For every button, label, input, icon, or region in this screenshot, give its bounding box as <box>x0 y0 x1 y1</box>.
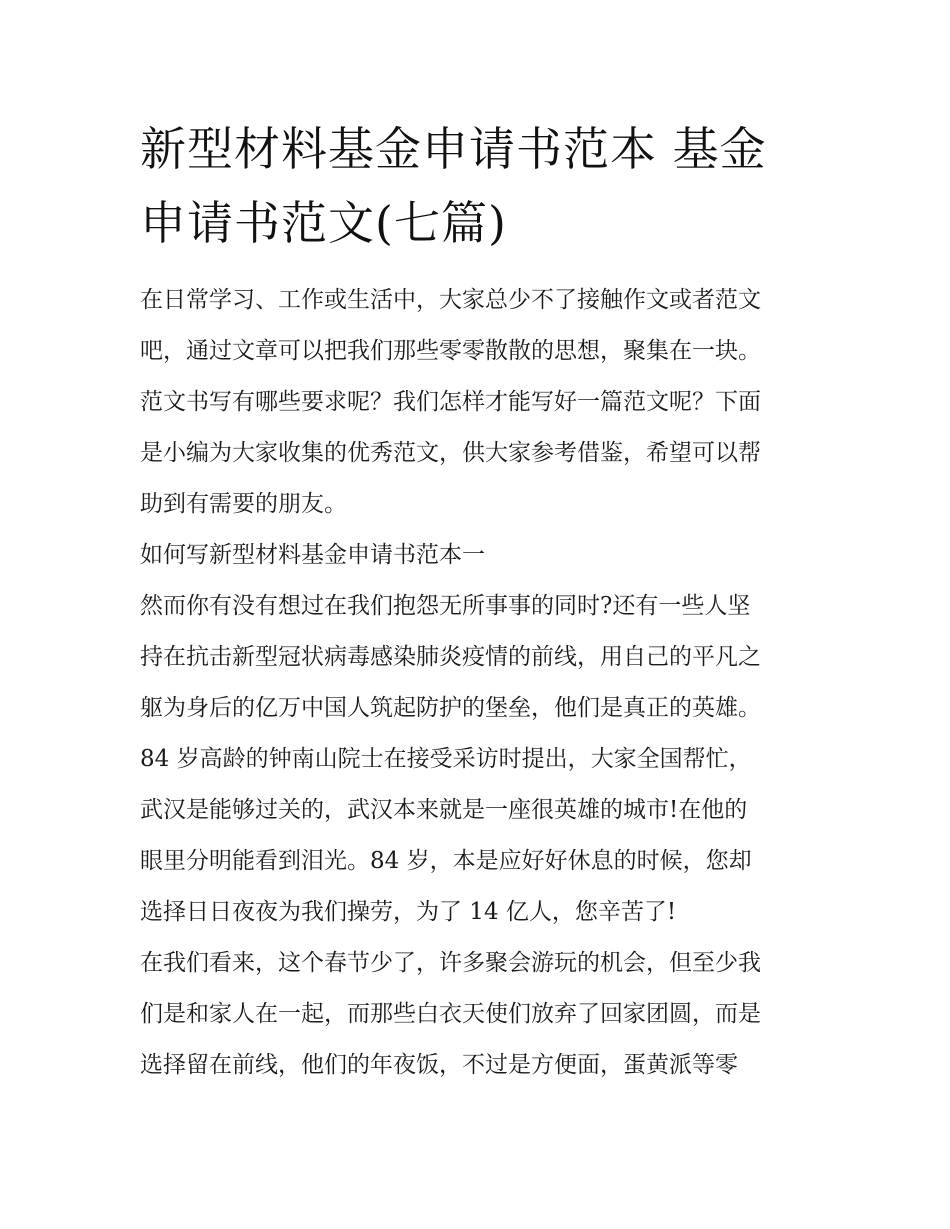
body-line-4: 是小编为大家收集的优秀范文，供大家参考借鉴，希望可以帮 <box>140 440 761 466</box>
body-line-7: 然而你有没有想过在我们抱怨无所事事的同时?还有一些人坚 <box>140 593 751 619</box>
body-line-2: 吧，通过文章可以把我们那些零零散散的思想，聚集在一块。 <box>140 338 761 364</box>
body-line-14: 在我们看来，这个春节少了，许多聚会游玩的机会，但至少我 <box>140 950 761 976</box>
body-line-11: 武汉是能够过关的，武汉本来就是一座很英雄的城市!在他的 <box>140 797 748 823</box>
document-title <box>140 112 820 260</box>
document-body <box>140 275 820 1091</box>
title-line-2: 申请书范文(七篇) <box>140 196 507 250</box>
body-line-12: 眼里分明能看到泪光。84 岁，本是应好好休息的时候，您却 <box>140 848 752 874</box>
body-line-8: 持在抗击新型冠状病毒感染肺炎疫情的前线，用自己的平凡之 <box>140 644 761 670</box>
body-line-15: 们是和家人在一起，而那些白衣天使们放弃了回家团圆，而是 <box>140 1001 761 1027</box>
body-line-10: 84 岁高龄的钟南山院士在接受采访时提出，大家全国帮忙， <box>140 746 752 772</box>
body-line-1: 在日常学习、工作或生活中，大家总少不了接触作文或者范文 <box>140 287 761 313</box>
body-line-16: 选择留在前线，他们的年夜饭，不过是方便面，蛋黄派等零 <box>140 1052 738 1078</box>
body-line-9: 躯为身后的亿万中国人筑起防护的堡垒，他们是真正的英雄。 <box>140 695 761 721</box>
body-line-3: 范文书写有哪些要求呢？我们怎样才能写好一篇范文呢？下面 <box>140 389 761 415</box>
section-heading: 如何写新型材料基金申请书范本一 <box>140 542 485 568</box>
title-line-1: 新型材料基金申请书范本 基金 <box>140 122 767 176</box>
body-line-13: 选择日日夜夜为我们操劳，为了 14 亿人，您辛苦了! <box>140 899 677 925</box>
body-line-5: 助到有需要的朋友。 <box>140 491 347 517</box>
